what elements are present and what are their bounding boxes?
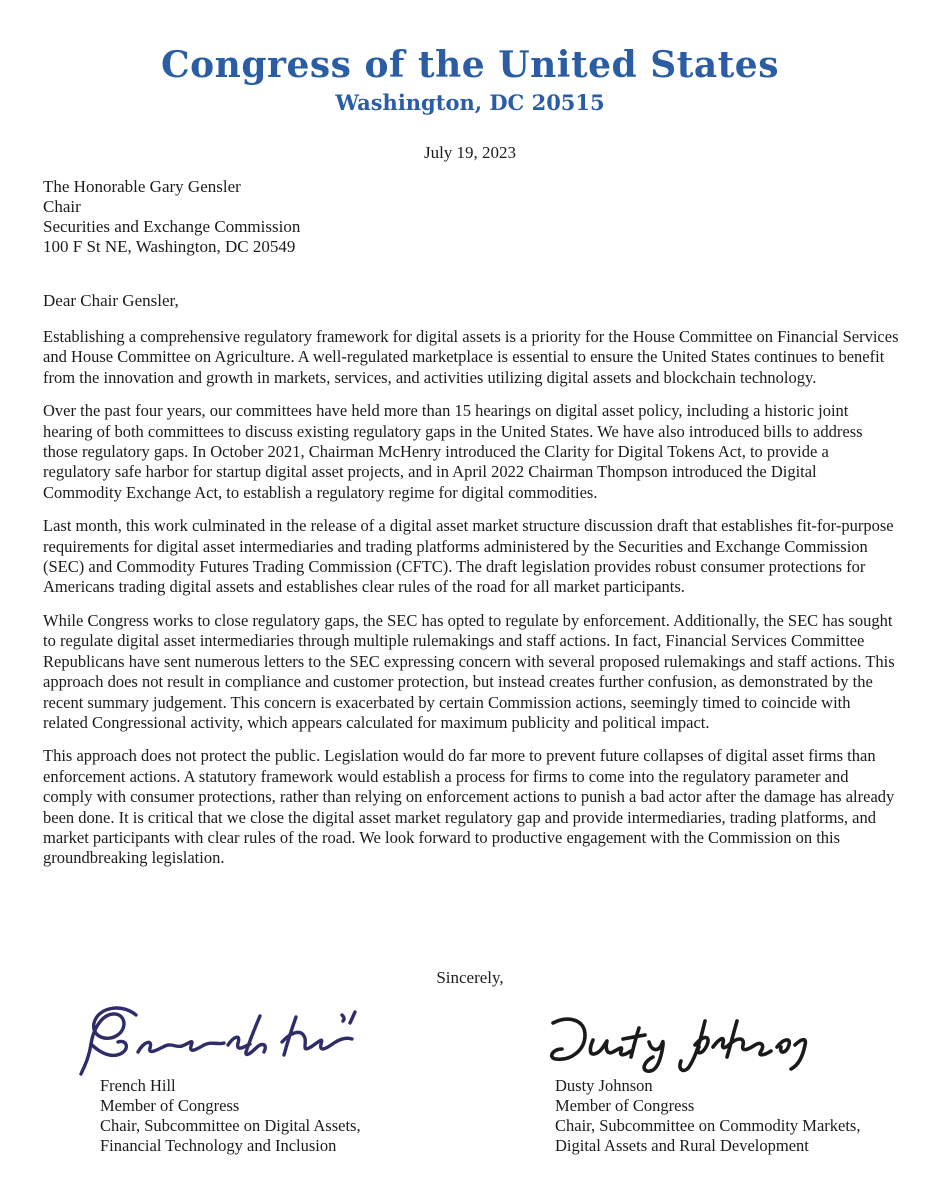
- french-hill-signature: [78, 1003, 398, 1081]
- recipient-title: Chair: [43, 197, 81, 216]
- signer-title-3: Digital Assets and Rural Development: [555, 1136, 809, 1155]
- signer-title-1: Member of Congress: [555, 1096, 695, 1115]
- signer-name: French Hill: [100, 1076, 176, 1095]
- signer-title-2: Chair, Subcommittee on Digital Assets,: [100, 1116, 361, 1135]
- paragraph-5: This approach does not protect the public. Legislation would do far more to prevent future collapses of digital asset firms than enforcement actions. A statutory framework would establish a process for firms to come into the regulatory parameter and comply with consumer protections, rather than relying on enforcement actions to punish a bad actor after the damage has already been done. It is critical that we close the digital asset market regulatory gap and provide intermediaries, trading platforms, and market participants with clear rules of the road. We look forward to productive engagement with the Commission on this groundbreaking legislation.: [43, 746, 895, 868]
- paragraph-1: Establishing a comprehensive regulatory framework for digital assets is a priority for the House Committee on Financial Services and House Committee on Agriculture. A well-regulated marketplace is essential to ensure the United States continues to benefit from the innovation and growth in markets, services, and activities utilizing digital assets and blockchain technology.: [43, 327, 899, 387]
- letter-body: [43, 327, 899, 882]
- paragraph-4: While Congress works to close regulatory gaps, the SEC has opted to regulate by enforcement. Additionally, the SEC has sought to regulate digital asset intermediaries through multiple rulemakings and staff actions. In fact, Financial Services Committee Republicans have sent numerous letters to the SEC expressing concern with several proposed rulemakings and staff actions. This approach does not result in compliance and customer protection, but instead creates further confusion, as demonstrated by the recent summary judgement. This concern is exacerbated by certain Commission actions, seemingly timed to coincide with related Congressional activity, which appears calculated for maximum publicity and political impact.: [43, 610, 895, 732]
- signer-title-1: Member of Congress: [100, 1096, 240, 1115]
- recipient-street: 100 F St NE, Washington, DC 20549: [43, 237, 296, 256]
- letterhead-subtitle: Washington, DC 20515: [335, 90, 605, 115]
- salutation: Dear Chair Gensler,: [43, 291, 179, 310]
- signer-name: Dusty Johnson: [555, 1076, 653, 1095]
- paragraph-3: Last month, this work culminated in the release of a digital asset market structure discussion draft that establishes fit-for-purpose requirements for digital asset intermediaries and trading platforms administered by the Securities and Exchange Commission (SEC) and Commodity Futures Trading Commission (CFTC). The draft legislation provides robust consumer protections for Americans trading digital assets and establishes clear rules of the road for all market participants.: [43, 516, 894, 597]
- letter-date: July 19, 2023: [423, 143, 517, 162]
- closing-line: Sincerely,: [436, 968, 504, 987]
- recipient-name: The Honorable Gary Gensler: [43, 177, 241, 196]
- signer-title-2: Chair, Subcommittee on Commodity Markets,: [555, 1116, 861, 1135]
- dusty-johnson-signature: [543, 1012, 843, 1078]
- letterhead-title: Congress of the United States: [161, 44, 779, 86]
- signer-block-french-hill: [100, 1076, 361, 1156]
- signer-title-3: Financial Technology and Inclusion: [100, 1136, 337, 1155]
- paragraph-2: Over the past four years, our committees have held more than 15 hearings on digital asset policy, including a historic joint hearing of both committees to discuss existing regulatory gaps in the United States. We have also introduced bills to address those regulatory gaps. In October 2021, Chairman McHenry introduced the Clarity for Digital Tokens Act, to provide a regulatory safe harbor for startup digital asset projects, and in April 2022 Chairman Thompson introduced the Digital Commodity Exchange Act, to establish a regulatory regime for digital commodities.: [43, 401, 863, 502]
- signer-block-dusty-johnson: [555, 1076, 860, 1156]
- recipient-org: Securities and Exchange Commission: [43, 217, 301, 236]
- recipient-address: [43, 177, 300, 257]
